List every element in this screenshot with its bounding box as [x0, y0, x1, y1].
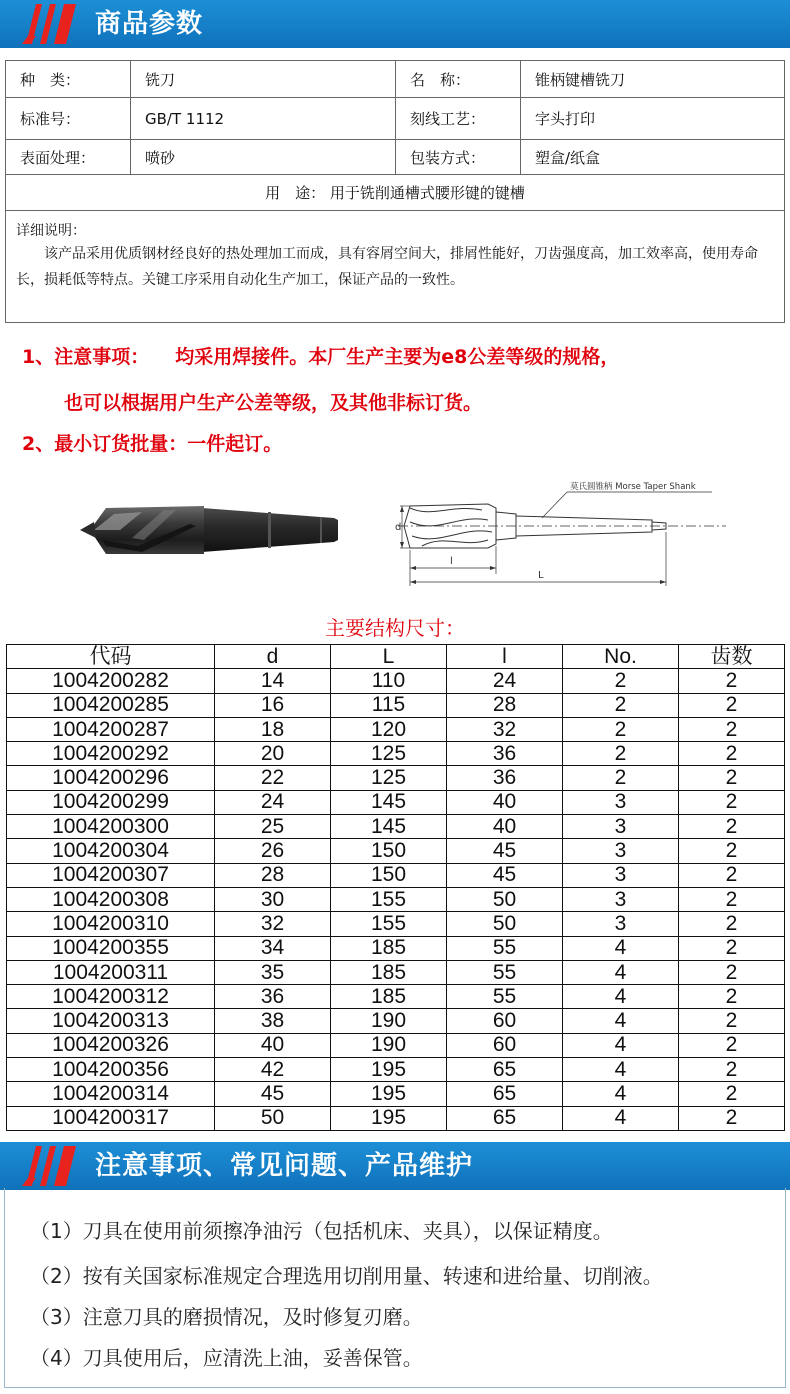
dimensions-title: 主要结构尺寸：: [325, 616, 465, 640]
cell-code: 1004200356: [7, 1058, 215, 1082]
detail-title: 详细说明：: [16, 223, 86, 239]
cell-l: 60: [447, 1009, 563, 1033]
table-row: [7, 1082, 785, 1106]
product-params-table: [5, 60, 785, 323]
cell-code: 1004200312: [7, 985, 215, 1009]
cell-teeth: 2: [679, 887, 785, 911]
technical-drawing: [392, 478, 732, 590]
table-row: [7, 1106, 785, 1130]
cell-code: 1004200317: [7, 1106, 215, 1130]
cell-code: 1004200299: [7, 790, 215, 814]
cell-code: 1004200311: [7, 960, 215, 984]
cell-l: 36: [447, 766, 563, 790]
cell-d: 50: [215, 1106, 331, 1130]
cell-d: 25: [215, 815, 331, 839]
standard-label: 标准号：: [6, 98, 131, 140]
table-row: [7, 912, 785, 936]
cell-no: 2: [563, 717, 679, 741]
cell-d: 14: [215, 669, 331, 693]
cell-code: 1004200308: [7, 887, 215, 911]
cell-d: 22: [215, 766, 331, 790]
cell-l: 65: [447, 1058, 563, 1082]
dimensions-body: [7, 669, 785, 1131]
header-L: L: [331, 645, 447, 669]
notice-1-label: 1、注意事项：: [22, 346, 150, 368]
cell-code: 1004200287: [7, 717, 215, 741]
maintenance-item: （1）刀具在使用前须擦净油污（包括机床、夹具），以保证精度。: [30, 1219, 613, 1243]
name-label: 名 称：: [396, 61, 521, 98]
dim-d-label: d: [395, 522, 402, 533]
name-value: 锥柄键槽铣刀: [521, 61, 785, 98]
marking-value: 字头打印: [521, 98, 785, 140]
detail-cell: [6, 211, 785, 323]
cell-code: 1004200313: [7, 1009, 215, 1033]
cell-no: 4: [563, 960, 679, 984]
cell-d: 42: [215, 1058, 331, 1082]
cell-l: 32: [447, 717, 563, 741]
cell-l: 40: [447, 815, 563, 839]
cell-teeth: 2: [679, 1009, 785, 1033]
type-label: 种 类：: [6, 61, 131, 98]
cell-teeth: 2: [679, 766, 785, 790]
cell-code: 1004200326: [7, 1033, 215, 1057]
cell-teeth: 2: [679, 815, 785, 839]
cell-L: 195: [331, 1082, 447, 1106]
surface-label: 表面处理：: [6, 140, 131, 175]
table-row: [7, 766, 785, 790]
table-header-row: [7, 645, 785, 669]
usage-label: 用 途：: [265, 184, 326, 202]
header-no: No.: [563, 645, 679, 669]
cell-d: 45: [215, 1082, 331, 1106]
cell-L: 125: [331, 742, 447, 766]
cell-L: 110: [331, 669, 447, 693]
product-photo: [72, 496, 342, 566]
notice-1-text: 均采用焊接件。本厂生产主要为e8公差等级的规格，: [175, 346, 620, 368]
cell-d: 40: [215, 1033, 331, 1057]
maintenance-item: （2）按有关国家标准规定合理选用切削用量、转速和进给量、切削液。: [30, 1264, 663, 1288]
cell-code: 1004200300: [7, 815, 215, 839]
table-row: [7, 985, 785, 1009]
cell-no: 3: [563, 887, 679, 911]
cell-d: 32: [215, 912, 331, 936]
dim-l-label: l: [450, 556, 453, 567]
jjf-stripe-logo-icon: [22, 2, 78, 46]
table-row: [7, 1009, 785, 1033]
cell-l: 24: [447, 669, 563, 693]
cell-l: 65: [447, 1082, 563, 1106]
table-row: [7, 887, 785, 911]
table-row: [7, 717, 785, 741]
cell-d: 24: [215, 790, 331, 814]
cell-code: 1004200296: [7, 766, 215, 790]
cell-teeth: 2: [679, 960, 785, 984]
shank-label: 莫氏圆锥柄 Morse Taper Shank: [570, 482, 696, 492]
cell-L: 190: [331, 1009, 447, 1033]
cell-no: 4: [563, 1106, 679, 1130]
usage-value: 用于铣削通槽式腰形键的键槽: [329, 184, 525, 202]
table-row: [7, 936, 785, 960]
cell-teeth: 2: [679, 1082, 785, 1106]
cell-d: 30: [215, 887, 331, 911]
section-title: 商品参数: [95, 9, 204, 39]
cell-code: 1004200355: [7, 936, 215, 960]
notice-2: 2、最小订货批量：一件起订。: [22, 433, 283, 455]
cell-teeth: 2: [679, 985, 785, 1009]
cell-l: 65: [447, 1106, 563, 1130]
packing-label: 包装方式：: [396, 140, 521, 175]
cell-teeth: 2: [679, 669, 785, 693]
cell-L: 145: [331, 815, 447, 839]
table-row: [7, 839, 785, 863]
cell-L: 150: [331, 863, 447, 887]
table-row: [7, 693, 785, 717]
cell-code: 1004200304: [7, 839, 215, 863]
cell-l: 40: [447, 790, 563, 814]
cell-teeth: 2: [679, 693, 785, 717]
cell-no: 2: [563, 766, 679, 790]
table-row: [7, 790, 785, 814]
cell-L: 120: [331, 717, 447, 741]
cell-no: 4: [563, 1033, 679, 1057]
table-row: [6, 98, 785, 140]
cell-d: 34: [215, 936, 331, 960]
cell-no: 2: [563, 669, 679, 693]
cell-d: 36: [215, 985, 331, 1009]
section-title: 注意事项、常见问题、产品维护: [95, 1151, 474, 1181]
cell-L: 185: [331, 936, 447, 960]
cell-l: 55: [447, 960, 563, 984]
cell-d: 26: [215, 839, 331, 863]
section-header-maintenance: [0, 1142, 790, 1190]
table-row: [6, 140, 785, 175]
cell-code: 1004200314: [7, 1082, 215, 1106]
cell-teeth: 2: [679, 742, 785, 766]
cell-code: 1004200285: [7, 693, 215, 717]
notice-1-continued: 也可以根据用户生产公差等级，及其他非标订货。: [64, 392, 483, 414]
cell-no: 4: [563, 985, 679, 1009]
standard-value: GB/T 1112: [131, 98, 396, 140]
cell-no: 3: [563, 863, 679, 887]
cell-no: 2: [563, 693, 679, 717]
cell-d: 28: [215, 863, 331, 887]
table-row: [6, 211, 785, 323]
cell-l: 36: [447, 742, 563, 766]
cell-l: 60: [447, 1033, 563, 1057]
detail-text: 该产品采用优质钢材经良好的热处理加工而成，具有容屑空间大，排屑性能好，刀齿强度高，加工效率高，使用寿命长，损耗低等特点。关键工序采用自动化生产加工，保证产品的一致性。: [16, 246, 758, 288]
cell-no: 4: [563, 936, 679, 960]
header-teeth: 齿数: [679, 645, 785, 669]
cell-L: 125: [331, 766, 447, 790]
cell-no: 2: [563, 742, 679, 766]
maintenance-item: （4）刀具使用后，应清洗上油，妥善保管。: [30, 1346, 423, 1370]
cell-d: 16: [215, 693, 331, 717]
table-row: [6, 61, 785, 98]
cell-no: 4: [563, 1082, 679, 1106]
table-row: [7, 863, 785, 887]
cell-no: 4: [563, 1058, 679, 1082]
header-d: d: [215, 645, 331, 669]
cell-L: 150: [331, 839, 447, 863]
header-l: l: [447, 645, 563, 669]
table-row: [7, 960, 785, 984]
cell-teeth: 2: [679, 839, 785, 863]
cell-teeth: 2: [679, 1106, 785, 1130]
cell-teeth: 2: [679, 936, 785, 960]
packing-value: 塑盒/纸盒: [521, 140, 785, 175]
table-row: [7, 742, 785, 766]
cell-no: 3: [563, 790, 679, 814]
cell-d: 35: [215, 960, 331, 984]
cell-L: 195: [331, 1106, 447, 1130]
usage-cell: [6, 175, 785, 211]
dimensions-table: [6, 644, 785, 1131]
cell-code: 1004200310: [7, 912, 215, 936]
cell-teeth: 2: [679, 863, 785, 887]
cell-L: 155: [331, 912, 447, 936]
cell-L: 195: [331, 1058, 447, 1082]
cell-l: 50: [447, 887, 563, 911]
cell-L: 145: [331, 790, 447, 814]
notice-1: [22, 344, 619, 370]
table-row: [6, 175, 785, 211]
cell-no: 3: [563, 912, 679, 936]
cell-code: 1004200282: [7, 669, 215, 693]
cell-no: 3: [563, 815, 679, 839]
header-code: 代码: [7, 645, 215, 669]
cell-teeth: 2: [679, 912, 785, 936]
table-row: [7, 1058, 785, 1082]
cell-l: 55: [447, 936, 563, 960]
cell-L: 190: [331, 1033, 447, 1057]
cell-teeth: 2: [679, 1033, 785, 1057]
table-row: [7, 1033, 785, 1057]
cell-code: 1004200292: [7, 742, 215, 766]
dim-L-label: L: [538, 570, 544, 581]
cell-l: 50: [447, 912, 563, 936]
cell-L: 185: [331, 960, 447, 984]
cell-no: 4: [563, 1009, 679, 1033]
cell-code: 1004200307: [7, 863, 215, 887]
cell-L: 185: [331, 985, 447, 1009]
jjf-stripe-logo-icon: [22, 1144, 78, 1188]
type-value: 铣刀: [131, 61, 396, 98]
section-header-params: [0, 0, 790, 48]
cell-teeth: 2: [679, 790, 785, 814]
cell-teeth: 2: [679, 1058, 785, 1082]
cell-L: 155: [331, 887, 447, 911]
marking-label: 刻线工艺：: [396, 98, 521, 140]
surface-value: 喷砂: [131, 140, 396, 175]
cell-d: 18: [215, 717, 331, 741]
maintenance-item: （3）注意刀具的磨损情况，及时修复刃磨。: [30, 1305, 423, 1329]
table-row: [7, 669, 785, 693]
cell-teeth: 2: [679, 717, 785, 741]
cell-no: 3: [563, 839, 679, 863]
cell-l: 55: [447, 985, 563, 1009]
cell-L: 115: [331, 693, 447, 717]
cell-l: 45: [447, 839, 563, 863]
cell-d: 20: [215, 742, 331, 766]
cell-d: 38: [215, 1009, 331, 1033]
table-row: [7, 815, 785, 839]
cell-l: 45: [447, 863, 563, 887]
cell-l: 28: [447, 693, 563, 717]
